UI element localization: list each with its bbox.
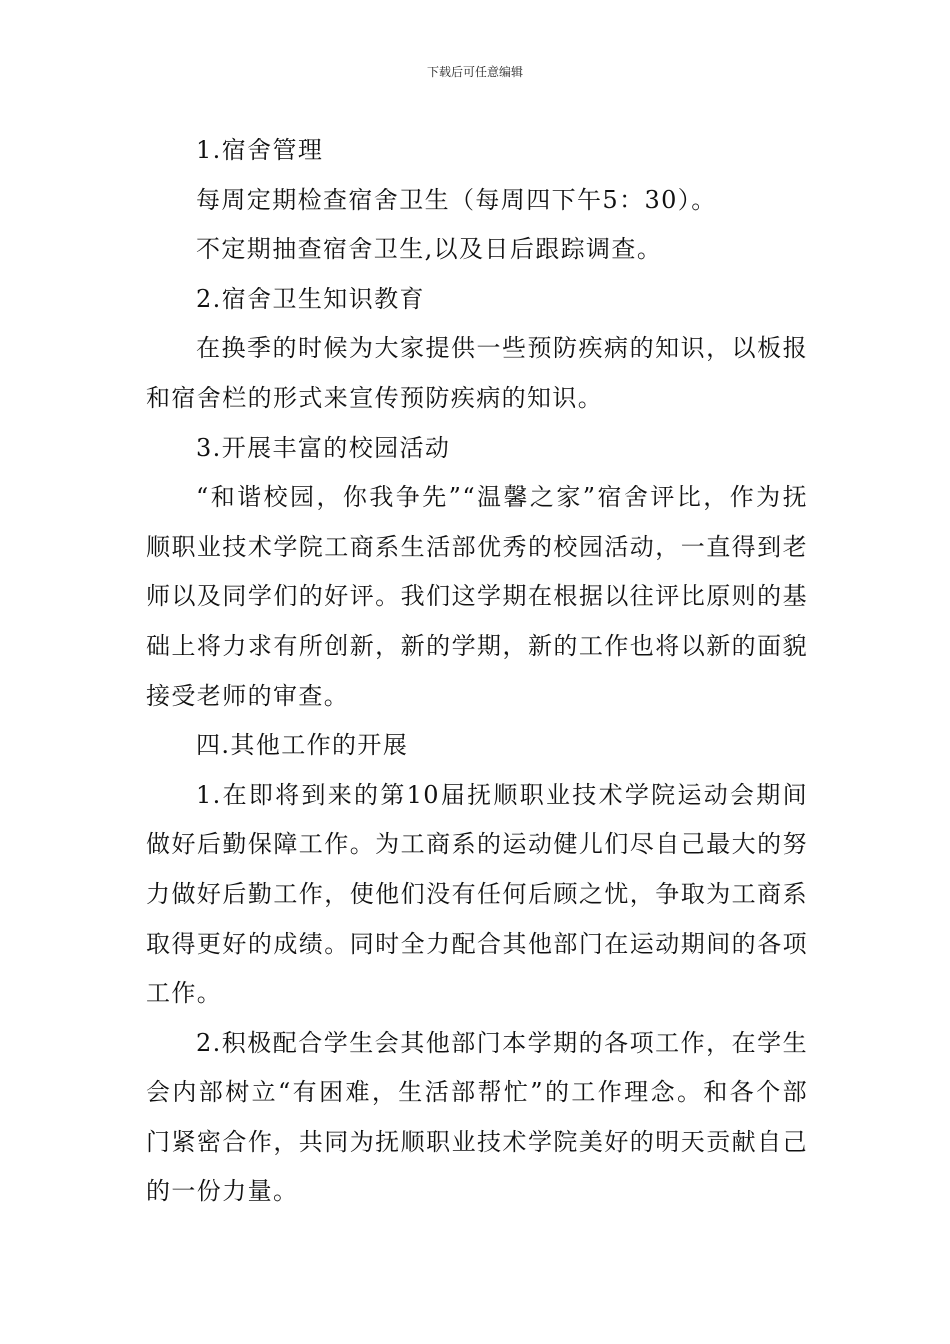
heading-hygiene-education: 2.宿舍卫生知识教育 (196, 284, 425, 313)
paragraph-random-check: 不定期抽查宿舍卫生,以及日后跟踪调查。 (196, 235, 663, 264)
paragraph-dorm-contest: “和谐校园，你我争先”“温馨之家”宿舍评比，作为抚顺职业技术学院工商系生活部优秀的校园活动，一直得到老师以及同学们的好评。我们这学期在根据以往评比原则的基础上将力求有所创新，新的学期，新的工作也将以新的面貌接受老师的审查。 (146, 483, 808, 710)
paragraph-cooperation: 2.积极配合学生会其他部门本学期的各项工作，在学生会内部树立“有困难，生活部帮忙”的工作理念。和各个部门紧密合作，共同为抚顺职业技术学院美好的明天贡献自己的一份力量。 (146, 1028, 808, 1206)
page-header: 下载后可任意编辑 (426, 65, 523, 79)
heading-dorm-management: 1.宿舍管理 (196, 136, 324, 164)
heading-campus-activities: 3.开展丰富的校园活动 (196, 433, 451, 462)
paragraph-disease-prevention: 在换季的时候为大家提供一些预防疾病的知识，以板报和宿舍栏的形式来宣传预防疾病的知识。 (146, 334, 808, 412)
document-body (146, 126, 808, 1217)
heading-other-work: 四.其他工作的开展 (196, 731, 409, 760)
paragraph-sports-meet: 1.在即将到来的第10届抚顺职业技术学院运动会期间做好后勤保障工作。为工商系的运动健儿们尽自己最大的努力做好后勤工作，使他们没有任何后顾之忧，争取为工商系取得更好的成绩。同时全力配合其他部门在运动期间的各项工作。 (146, 780, 808, 1008)
paragraph-weekly-check: 每周定期检查宿舍卫生（每周四下午5：30）。 (196, 185, 717, 214)
